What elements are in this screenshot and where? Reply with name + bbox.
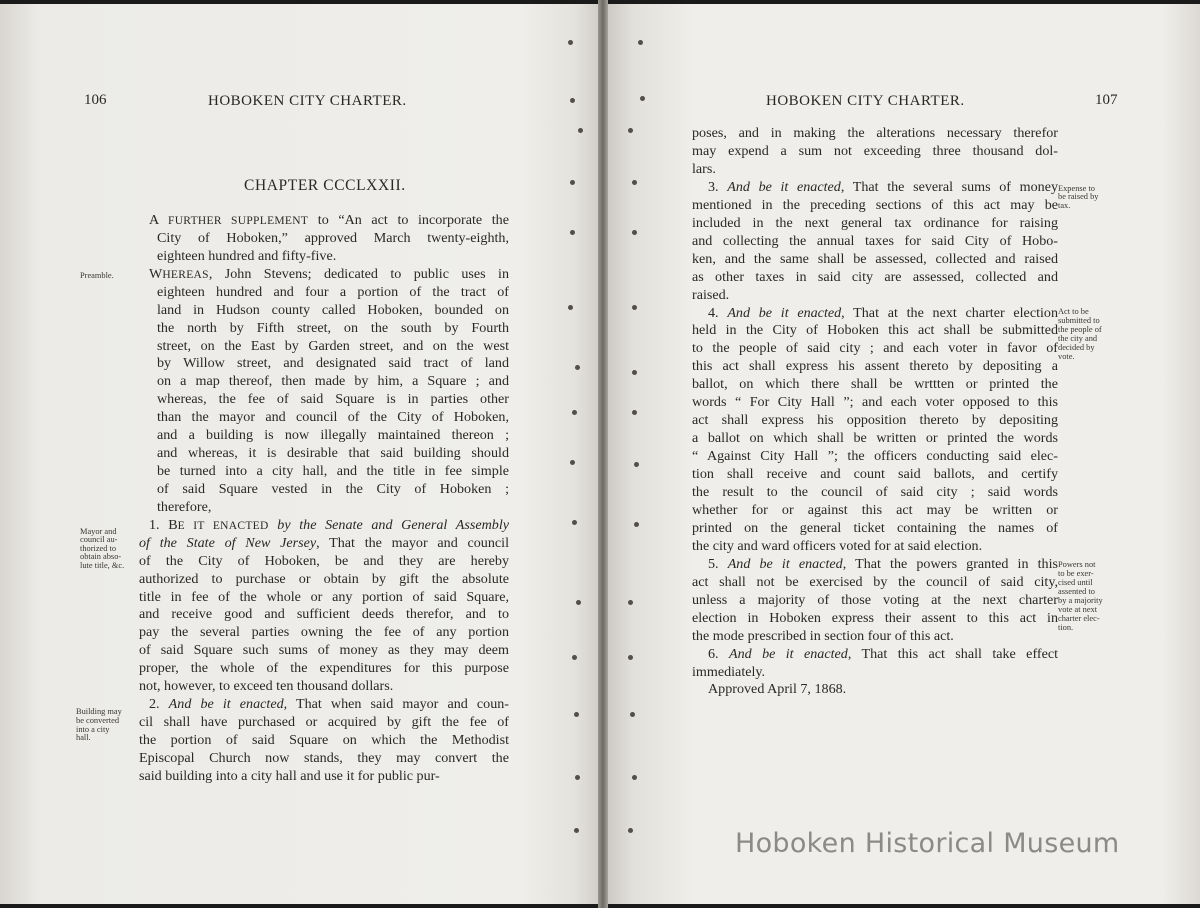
margin-note: the people of	[1058, 325, 1102, 334]
binding-hole	[578, 128, 583, 133]
text-line: cil shall have purchased or acquired by gift the fee of	[139, 714, 509, 731]
binding-hole	[634, 522, 639, 527]
margin-note: Preamble.	[80, 271, 114, 280]
binding-hole	[570, 460, 575, 465]
text-line: tion shall receive and count said ballots, and certify	[692, 466, 1058, 483]
margin-note: be converted	[76, 716, 120, 725]
text-line: on a map thereof, then made by him, a Square ; and	[157, 373, 509, 390]
text-line: 2. And be it enacted, That when said mayor and coun-	[149, 696, 510, 713]
running-head: HOBOKEN CITY CHARTER.	[208, 93, 407, 109]
binding-hole	[632, 410, 637, 415]
text-line: 4. And be it enacted, That at the next charter election	[708, 304, 1058, 321]
text-line: included in the next general tax ordinance for raising	[692, 214, 1058, 231]
text-line: 6. And be it enacted, That this act shall take effect	[708, 645, 1059, 662]
text-line: and a building is now illegally maintained thereon ;	[157, 427, 509, 444]
text-line: eighteen hundred and four a portion of the tract of	[157, 283, 509, 300]
binding-hole	[632, 305, 637, 310]
binding-hole	[632, 775, 637, 780]
binding-hole	[575, 775, 580, 780]
text-line: and receive good and sufficient deeds therefor, and to	[139, 606, 509, 623]
margin-note: thorized to	[80, 544, 117, 553]
binding-hole	[628, 655, 633, 660]
text-line: printed on the general ticket containing the names of	[692, 519, 1058, 536]
margin-note: hall.	[76, 733, 91, 742]
margin-note: obtain abso-	[80, 552, 122, 561]
text-line: 5. And be it enacted, That the powers granted in this	[708, 555, 1059, 572]
margin-note: tax.	[1058, 201, 1071, 210]
text-line: election in Hoboken express their assent to this act in	[692, 609, 1058, 626]
left-page	[0, 4, 602, 904]
margin-note: the city and	[1058, 334, 1098, 343]
margin-note: Expense to	[1058, 184, 1095, 193]
binding-hole	[574, 712, 579, 717]
text-line: be turned into a city hall, and the title in fee simple	[157, 463, 509, 480]
binding-hole	[628, 600, 633, 605]
binding-hole	[632, 370, 637, 375]
margin-note: Mayor and	[80, 527, 117, 536]
text-line: held in the City of Hoboken this act shall be submitted	[692, 322, 1058, 339]
text-line: ken, and the same shall be assessed, collected and raised	[692, 250, 1058, 267]
text-line: of the City of Hoboken, be and they are hereby	[139, 552, 509, 569]
margin-note: assented to	[1058, 587, 1095, 596]
text-line: said building into a city hall and use it for public pur-	[139, 767, 440, 784]
binding-hole	[572, 655, 577, 660]
text-line: eighteen hundred and fifty-five.	[157, 247, 337, 264]
binding-hole	[632, 180, 637, 185]
margin-note: decided by	[1058, 343, 1095, 352]
binding-hole	[630, 712, 635, 717]
text-line: whether for or against this act may be written or	[692, 501, 1058, 518]
text-line: a ballot on which shall be written or printed the words	[692, 430, 1058, 447]
binding-hole	[634, 462, 639, 467]
text-line: title in fee of the whole or any portion of said Square,	[139, 588, 509, 605]
text-line: raised.	[692, 286, 730, 303]
binding-hole	[568, 305, 573, 310]
text-line: immediately.	[692, 663, 766, 680]
binding-hole	[628, 128, 633, 133]
margin-note: Building may	[76, 707, 122, 716]
binding-hole	[570, 98, 575, 103]
margin-note: Act to be	[1058, 307, 1089, 316]
text-line: Episcopal Church now stands, they may convert the	[139, 749, 509, 766]
margin-note: lute title, &c.	[80, 561, 125, 570]
margin-note: Powers not	[1058, 560, 1096, 569]
margin-note: tion.	[1058, 623, 1074, 632]
binding-hole	[632, 230, 637, 235]
binding-hole	[572, 520, 577, 525]
margin-note: cised until	[1058, 578, 1093, 587]
text-line: the mode prescribed in section four of this act.	[692, 627, 954, 644]
binding-hole	[640, 96, 645, 101]
binding-hole	[572, 410, 577, 415]
text-line: unless a majority of those voting at the next charter	[692, 591, 1058, 608]
text-line: mentioned in the preceding sections of this act may be	[692, 196, 1058, 213]
text-line: land in Hudson county called Hoboken, bounded on	[157, 301, 509, 318]
book-gutter	[598, 0, 608, 908]
text-line: WHEREAS, John Stevens; dedicated to public uses in	[149, 265, 509, 282]
margin-note: to be exer-	[1058, 569, 1094, 578]
text-line: 1. BE IT ENACTED by the Senate and General Assembly	[149, 516, 509, 533]
binding-hole	[570, 180, 575, 185]
margin-note: vote at next	[1058, 605, 1098, 614]
text-line: proper, the whole of the expenditures for this purpose	[139, 660, 509, 677]
text-line: street, on the East by Garden street, and on the west	[157, 337, 509, 354]
binding-hole	[568, 40, 573, 45]
text-line: “ Against City Hall ”; the officers conducting said elec-	[692, 448, 1058, 465]
binding-hole	[570, 230, 575, 235]
text-line: Approved April 7, 1868.	[708, 681, 847, 698]
text-line: lars.	[692, 160, 716, 177]
text-line: of said Square such sums of money as they may deem	[139, 642, 509, 659]
margin-note: council au-	[80, 535, 118, 544]
text-line: of said Square vested in the City of Hoboken ;	[157, 480, 509, 497]
text-line: therefore,	[157, 498, 212, 515]
margin-note: submitted to	[1058, 316, 1100, 325]
text-line: to the people of said city ; and each voter in favor of	[692, 340, 1058, 357]
text-line: and whereas, it is desirable that said building should	[157, 445, 509, 462]
margin-note: into a city	[76, 725, 110, 734]
watermark: Hoboken Historical Museum	[735, 828, 1120, 859]
text-line: A FURTHER SUPPLEMENT to “An act to incorporate the	[149, 212, 509, 228]
margin-note: be raised by	[1058, 192, 1099, 201]
page-number: 106	[84, 92, 107, 108]
text-line: by Willow street, and designated said tract of land	[157, 355, 509, 372]
running-head: HOBOKEN CITY CHARTER.	[766, 93, 965, 109]
text-line: the result to the council of said city ; said words	[692, 484, 1058, 500]
text-line: ballot, on which there shall be wrttten or printed the	[692, 376, 1058, 393]
binding-hole	[575, 365, 580, 370]
text-line: 3. And be it enacted, That the several sums of money	[708, 178, 1058, 195]
text-line: poses, and in making the alterations necessary therefor	[692, 125, 1058, 141]
text-line: as other taxes in said city are assessed, collected and	[692, 268, 1058, 285]
text-line: whereas, the fee of said Square is in parties other	[157, 391, 509, 408]
text-line: words “ For City Hall ”; and each voter opposed to this	[692, 394, 1058, 411]
binding-hole	[638, 40, 643, 45]
margin-note: by a majority	[1058, 596, 1103, 605]
text-line: act shall express his opposition thereto by depositing	[692, 412, 1058, 429]
right-page	[603, 4, 1200, 904]
binding-hole	[574, 828, 579, 833]
text-line: pay the several parties owning the fee of any portion	[139, 624, 509, 641]
margin-note: vote.	[1058, 352, 1075, 361]
text-line: may expend a sum not exceeding three thousand dol-	[692, 142, 1058, 159]
page-number: 107	[1095, 92, 1118, 108]
text-line: the portion of said Square on which the Methodist	[139, 731, 509, 748]
text-line: not, however, to exceed ten thousand dollars.	[139, 678, 394, 695]
text-line: City of Hoboken,” approved March twenty-eighth,	[157, 229, 509, 246]
text-line: of the State of New Jersey, That the mayor and council	[139, 534, 509, 551]
margin-note: charter elec-	[1058, 614, 1100, 623]
text-line: and collecting the annual taxes for said City of Hobo-	[692, 232, 1058, 249]
text-line: authorized to purchase or obtain by gift the absolute	[139, 570, 509, 587]
binding-hole	[628, 828, 633, 833]
text-line: the city and ward officers voted for at said election.	[692, 537, 983, 554]
text-line: this act shall express his assent thereto by depositing a	[692, 358, 1058, 375]
text-line: act shall not be exercised by the council of said city,	[692, 573, 1058, 590]
text-line: than the mayor and council of the City of Hoboken,	[157, 409, 509, 426]
binding-hole	[576, 600, 581, 605]
text-line: the north by Fifth street, on the south by Fourth	[157, 319, 509, 336]
chapter-heading: CHAPTER CCCLXXII.	[244, 177, 406, 194]
